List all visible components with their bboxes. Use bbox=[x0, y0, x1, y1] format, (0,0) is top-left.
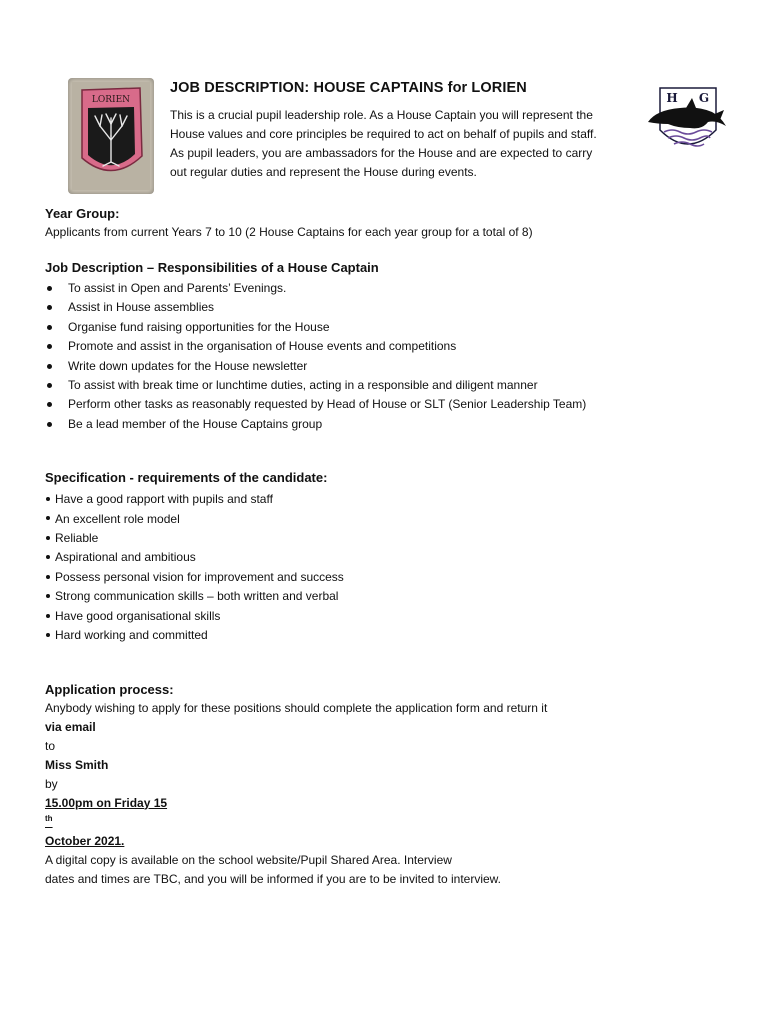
list-item: To assist in Open and Parents’ Evenings. bbox=[45, 279, 735, 298]
list-item-text: Reliable bbox=[55, 531, 99, 546]
list-item bbox=[45, 529, 735, 548]
year-group-section bbox=[45, 205, 735, 242]
list-item-text: Have good organisational skills bbox=[55, 608, 221, 623]
text-run: Anybody wishing to apply for these positions should complete the application form and return it bbox=[45, 700, 548, 715]
list-item: Be a lead member of the House Captains group bbox=[45, 415, 735, 434]
list-item: Organise fund raising opportunities for the House bbox=[45, 318, 735, 337]
list-item-text: Possess personal vision for improvement and success bbox=[55, 569, 344, 584]
left-logo-text: LORIEN bbox=[91, 95, 131, 105]
application-paragraph bbox=[45, 699, 735, 889]
intro-line: This is a crucial pupil leadership role. As a House Captain you will represent the bbox=[170, 108, 593, 122]
list-item bbox=[45, 548, 735, 567]
list-item bbox=[45, 510, 735, 529]
list-item: Promote and assist in the organisation of House events and competitions bbox=[45, 337, 735, 356]
list-item bbox=[45, 568, 735, 587]
year-group-line: Applicants from current Years 7 to 10 (2 House Captains for each year group for a total of 8) bbox=[45, 225, 533, 239]
job-description-heading: Job Description – Responsibilities of a House Captain bbox=[45, 260, 379, 275]
list-item-text: An excellent role model bbox=[55, 511, 180, 526]
application-heading: Application process: bbox=[45, 681, 174, 697]
deadline-text bbox=[45, 794, 735, 851]
application-line: dates and times are TBC, and you will be informed if you are to be invited to interview. bbox=[45, 871, 502, 886]
application-line bbox=[45, 699, 735, 775]
bullet-icon bbox=[46, 516, 50, 520]
bullet-icon bbox=[46, 555, 50, 559]
intro-line: House values and core principles be required to act on behalf of pupils and staff. bbox=[170, 127, 597, 141]
specification-section bbox=[45, 469, 735, 645]
school-crest-dolphin-icon bbox=[646, 86, 730, 160]
bullet-icon bbox=[46, 614, 50, 618]
requirements-list bbox=[45, 490, 735, 645]
text-run: A digital copy is available on the school website/Pupil Shared Area. Interview bbox=[45, 852, 452, 867]
list-item bbox=[45, 587, 735, 606]
crest-letter-h: H bbox=[666, 91, 678, 105]
bullet-icon bbox=[46, 497, 50, 501]
bullet-icon bbox=[46, 575, 50, 579]
text-run: to bbox=[45, 738, 56, 753]
page-title: JOB DESCRIPTION: HOUSE CAPTAINS for LORIEN bbox=[170, 80, 527, 96]
year-group-text bbox=[45, 223, 735, 242]
document-body bbox=[45, 205, 735, 889]
application-section bbox=[45, 681, 735, 889]
deadline-part: 15.00pm on Friday 15 bbox=[45, 795, 168, 810]
via-email-text: via email bbox=[45, 719, 96, 734]
year-group-heading: Year Group: bbox=[45, 206, 120, 221]
list-item-text: Have a good rapport with pupils and staff bbox=[55, 492, 273, 507]
intro-paragraph bbox=[170, 106, 640, 182]
list-item bbox=[45, 490, 735, 509]
list-item: Assist in House assemblies bbox=[45, 298, 735, 317]
responsibilities-list bbox=[45, 279, 735, 434]
header bbox=[170, 80, 640, 182]
deadline-part: October 2021. bbox=[45, 833, 125, 848]
specification-heading: Specification - requirements of the candidate: bbox=[45, 470, 328, 486]
bullet-icon bbox=[46, 633, 50, 637]
list-item: Perform other tasks as reasonably requested by Head of House or SLT (Senior Leadership Team) bbox=[45, 395, 735, 414]
job-description-section bbox=[45, 259, 735, 434]
list-item bbox=[45, 626, 735, 645]
list-item bbox=[45, 607, 735, 626]
crest-letter-g: G bbox=[698, 91, 710, 105]
intro-line: As pupil leaders, you are ambassadors for the House and are expected to carry bbox=[170, 146, 593, 160]
bullet-icon bbox=[46, 594, 50, 598]
bullet-icon bbox=[46, 536, 50, 540]
contact-name: Miss Smith bbox=[45, 757, 109, 772]
deadline-suffix: th bbox=[45, 813, 53, 823]
list-item: Write down updates for the House newsletter bbox=[45, 357, 735, 376]
list-item: To assist with break time or lunchtime duties, acting in a responsible and diligent manner bbox=[45, 376, 735, 395]
application-line bbox=[45, 775, 735, 870]
intro-line: out regular duties and represent the House during events. bbox=[170, 165, 477, 179]
list-item-text: Aspirational and ambitious bbox=[55, 550, 196, 565]
lorien-house-crest-tree-icon bbox=[68, 78, 154, 194]
text-run: by bbox=[45, 776, 58, 791]
list-item-text: Strong communication skills – both written and verbal bbox=[55, 589, 339, 604]
list-item-text: Hard working and committed bbox=[55, 628, 208, 643]
